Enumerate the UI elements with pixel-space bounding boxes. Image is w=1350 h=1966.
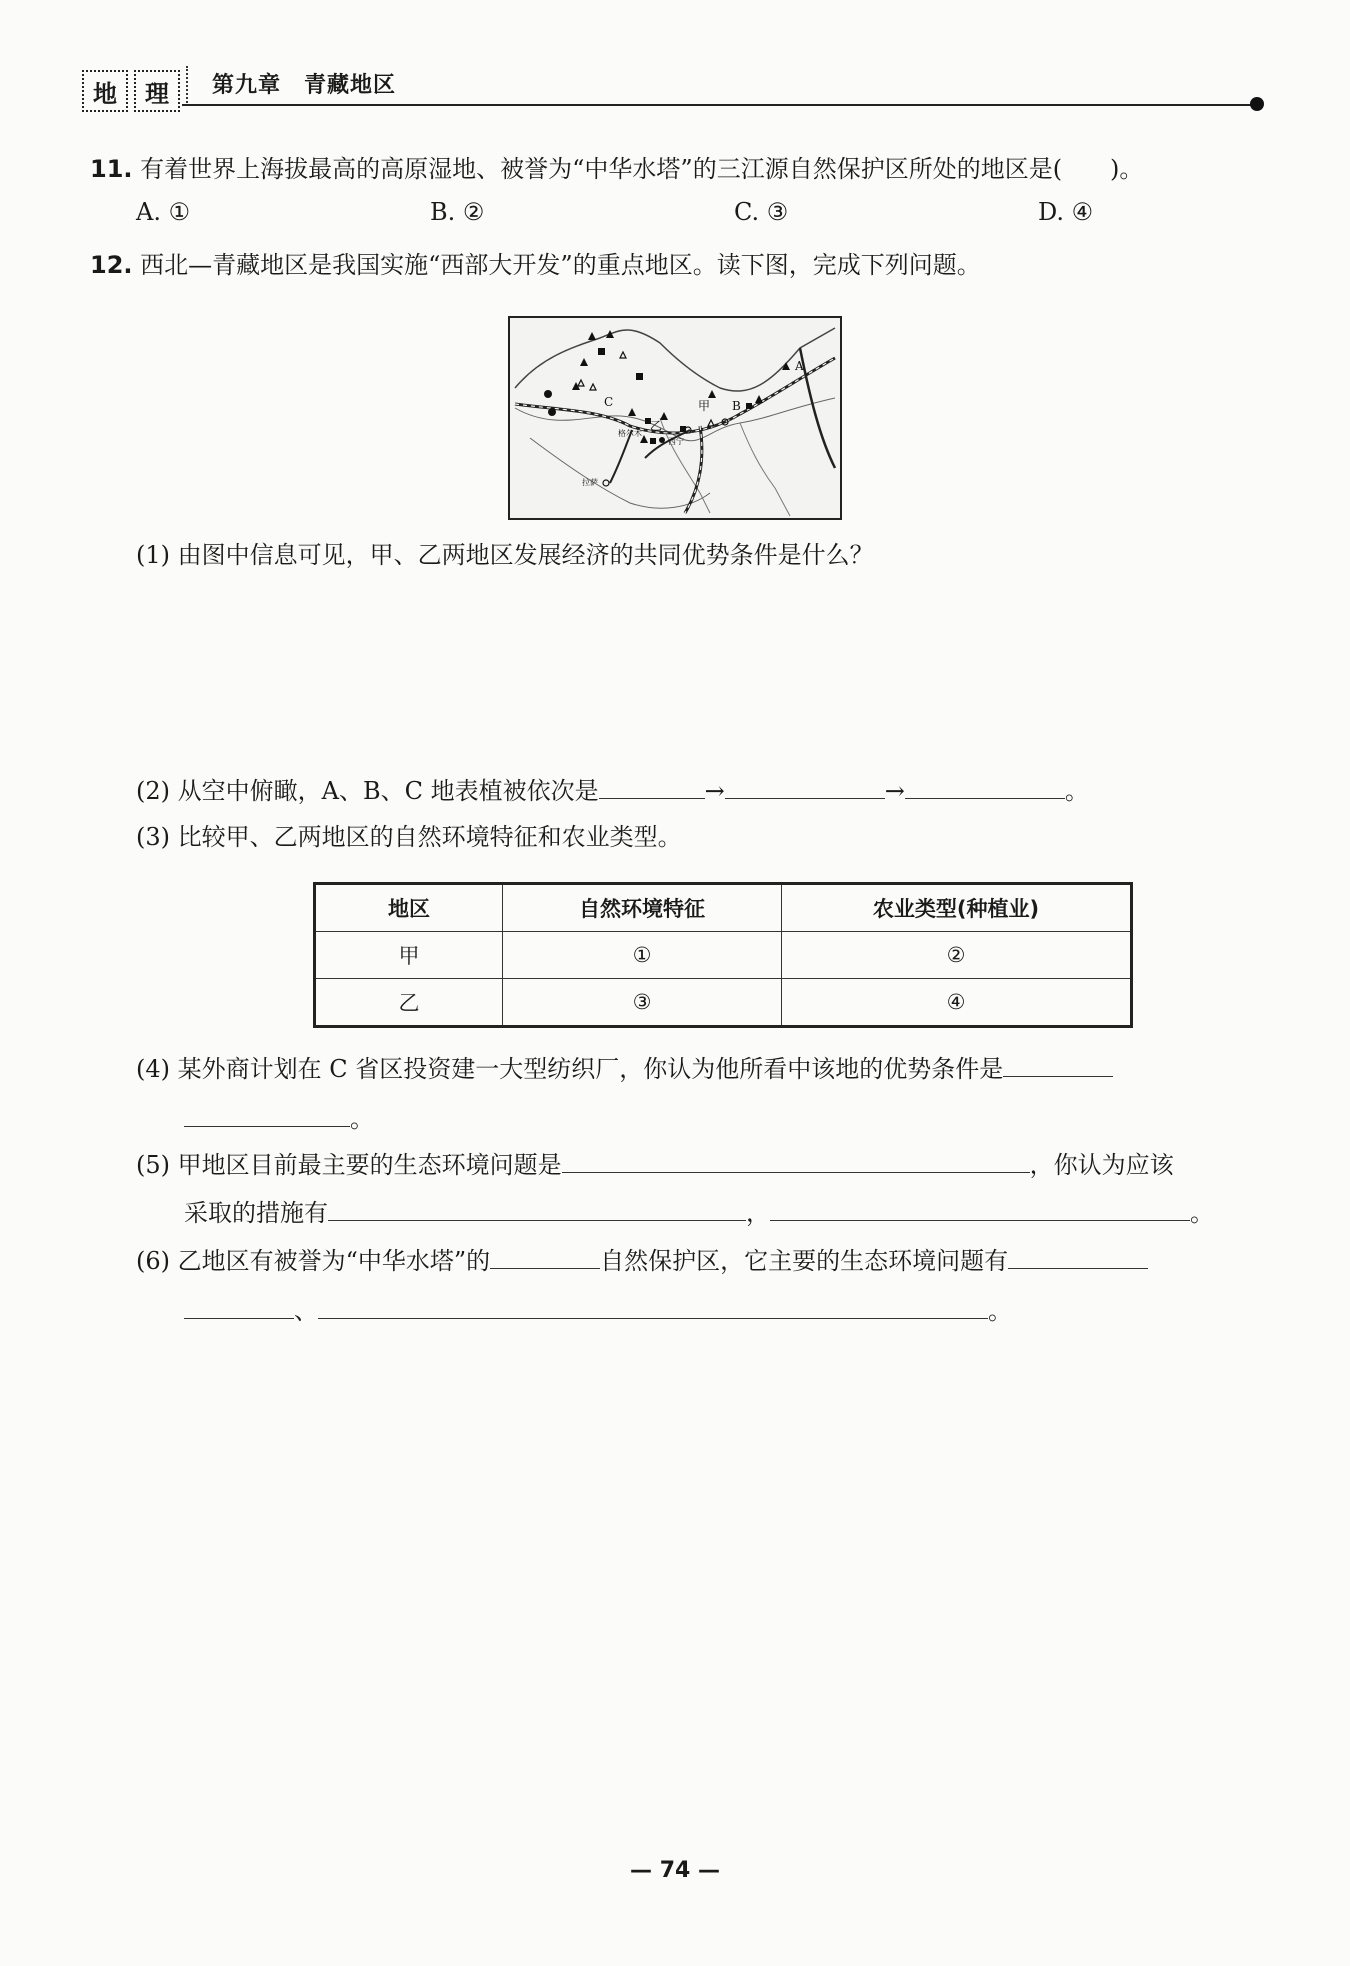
map-label-b: B xyxy=(732,399,741,413)
header-rule xyxy=(182,104,1257,106)
answer-blank[interactable] xyxy=(562,1150,1030,1173)
question-11 xyxy=(90,152,1143,186)
answer-blank[interactable] xyxy=(1008,1246,1148,1269)
sub-question-5-text: ，你认为应该 xyxy=(1029,1151,1174,1179)
question-text: 西北—青藏地区是我国实施“西部大开发”的重点地区。读下图，完成下列问题。 xyxy=(140,251,981,279)
answer-blank[interactable] xyxy=(328,1198,746,1221)
question-number: 11. xyxy=(90,155,133,183)
sub-question-5-text: 采取的措施有 xyxy=(184,1199,328,1227)
table-header: 自然环境特征 xyxy=(503,884,782,932)
map-city-geermu: 格尔木 xyxy=(618,429,642,438)
sub-question-6-text: (6) 乙地区有被誉为“中华水塔”的 xyxy=(136,1247,491,1275)
separator: 、 xyxy=(294,1297,318,1325)
table-header-row xyxy=(315,884,1132,932)
question-number: 12. xyxy=(90,251,133,279)
map-label-c: C xyxy=(604,395,614,409)
chapter-title: 第九章 青藏地区 xyxy=(212,73,397,98)
map-city-lasa: 拉萨 xyxy=(582,478,598,487)
table-header: 地区 xyxy=(315,884,503,932)
sub-question-4-text: (4) 某外商计划在 C 省区投资建一大型纺织厂，你认为他所看中该地的优势条件是 xyxy=(136,1055,1004,1083)
period: 。 xyxy=(350,1105,374,1133)
page-number: — 74 — xyxy=(630,1858,720,1883)
table-cell: 甲 xyxy=(315,932,503,979)
comparison-table xyxy=(313,882,1133,1028)
option-a[interactable]: A. ① xyxy=(136,198,191,226)
sub-question-5 xyxy=(136,1148,1174,1182)
answer-blank[interactable] xyxy=(184,1104,350,1127)
answer-blank[interactable] xyxy=(599,776,705,799)
map-figure xyxy=(510,318,840,518)
answer-blank[interactable] xyxy=(725,776,885,799)
option-c[interactable]: C. ③ xyxy=(734,198,789,226)
subject-char: 地 xyxy=(82,70,128,112)
period: 。 xyxy=(988,1297,1012,1325)
comma: ， xyxy=(746,1199,770,1227)
answer-blank[interactable] xyxy=(905,776,1065,799)
sub-question-6-text: 自然保护区，它主要的生态环境问题有 xyxy=(600,1247,1009,1275)
sub-question-5-text: (5) 甲地区目前最主要的生态环境问题是 xyxy=(136,1151,562,1179)
sub-question-1: (1) 由图中信息可见，甲、乙两地区发展经济的共同优势条件是什么？ xyxy=(136,541,874,569)
table-row xyxy=(315,979,1132,1027)
arrow: → xyxy=(704,777,725,805)
map-label-yi: 乙 xyxy=(650,419,663,433)
table-cell[interactable]: ① xyxy=(503,932,782,979)
page-header xyxy=(82,64,1262,112)
period: 。 xyxy=(1190,1199,1214,1227)
region-map xyxy=(508,316,842,520)
sub-question-2 xyxy=(136,774,1089,808)
table-cell[interactable]: ③ xyxy=(503,979,782,1027)
table-header: 农业类型(种植业) xyxy=(782,884,1132,932)
answer-blank[interactable] xyxy=(184,1296,294,1319)
option-d[interactable]: D. ④ xyxy=(1038,198,1094,226)
table-cell[interactable]: ② xyxy=(782,932,1132,979)
sub-question-4-cont xyxy=(184,1102,374,1136)
question-text: 有着世界上海拔最高的高原湿地、被誉为“中华水塔”的三江源自然保护区所处的地区是( )。 xyxy=(140,155,1144,183)
subject-label xyxy=(82,70,186,112)
table-cell: 乙 xyxy=(315,979,503,1027)
table-row xyxy=(315,932,1132,979)
comparison-table-wrap xyxy=(313,882,1133,1028)
map-city-xining: 西宁 xyxy=(668,437,684,446)
answer-blank[interactable] xyxy=(1003,1054,1113,1077)
sub-question-4 xyxy=(136,1052,1113,1086)
subject-char: 理 xyxy=(134,70,180,112)
header-divider xyxy=(186,66,188,106)
map-label-a: A xyxy=(795,359,804,373)
period: 。 xyxy=(1064,777,1089,805)
question-12 xyxy=(90,248,981,282)
table-cell[interactable]: ④ xyxy=(782,979,1132,1027)
header-rule-dot xyxy=(1250,97,1264,111)
map-label-jia: 甲 xyxy=(698,399,711,413)
answer-blank[interactable] xyxy=(770,1198,1190,1221)
arrow: → xyxy=(884,777,905,805)
sub-question-2-text: (2) 从空中俯瞰，A、B、C 地表植被依次是 xyxy=(136,777,599,805)
answer-blank[interactable] xyxy=(318,1296,988,1319)
sub-question-3: (3) 比较甲、乙两地区的自然环境特征和农业类型。 xyxy=(136,823,682,851)
answer-blank[interactable] xyxy=(490,1246,600,1269)
sub-question-6-cont xyxy=(184,1294,1012,1328)
option-b[interactable]: B. ② xyxy=(430,198,485,226)
sub-question-6 xyxy=(136,1244,1148,1278)
sub-question-5-cont xyxy=(184,1196,1214,1230)
